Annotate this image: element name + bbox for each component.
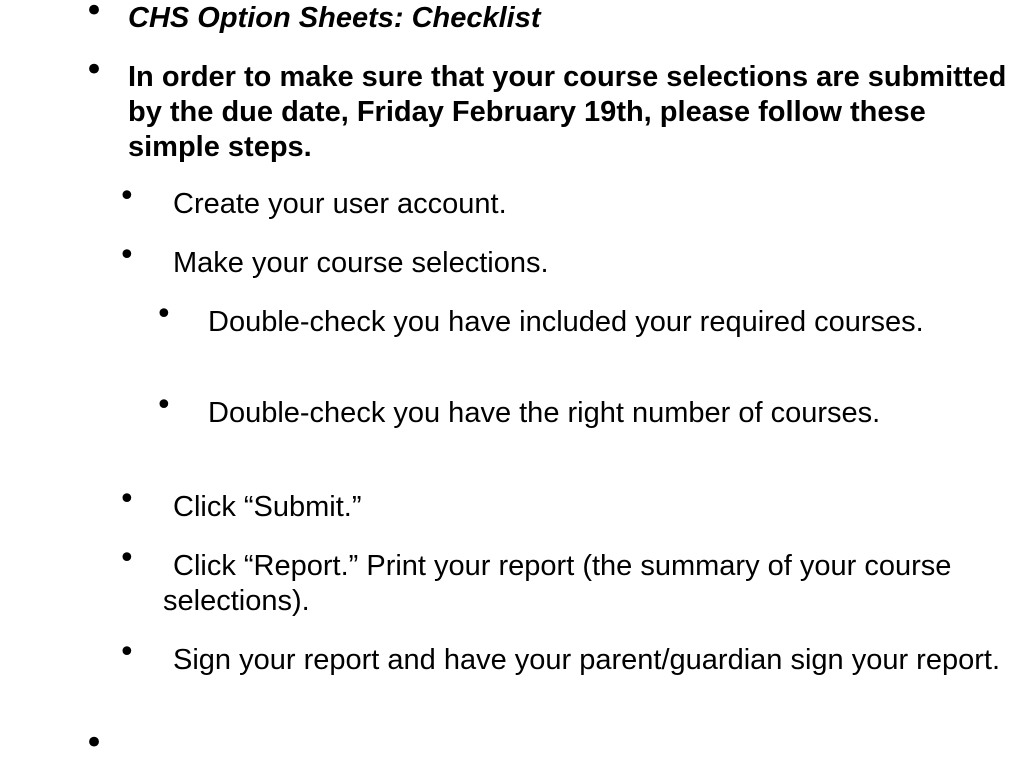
bullet-icon: •	[118, 179, 136, 214]
bullet-icon: •	[118, 238, 136, 273]
bullet-icon: •	[118, 541, 136, 576]
step-text: Create your user account.	[173, 188, 507, 220]
step-text: Sign your report and have your parent/guardian sign your report.	[173, 644, 1000, 676]
bullet-icon: •	[84, 0, 105, 31]
intro-text: In order to make sure that your course selections are submitted by the due date, Friday February 19th, please follow these simple steps.	[128, 61, 1007, 163]
bullet-icon: •	[84, 50, 105, 90]
step-text: Make your course selections.	[173, 247, 549, 279]
bullet-icon: •	[84, 723, 105, 763]
bullet-icon: •	[118, 635, 136, 670]
slide-title: CHS Option Sheets: Checklist	[128, 2, 541, 34]
bullet-icon: •	[155, 388, 173, 423]
bullet-icon: •	[118, 482, 136, 517]
bullet-icon: •	[155, 297, 173, 332]
step-text: Click “Report.” Print your report (the summary of your course selections).	[163, 550, 952, 617]
substep-text: Double-check you have included your required courses.	[208, 306, 924, 338]
substep-text: Double-check you have the right number of courses.	[208, 397, 881, 429]
step-text: Click “Submit.”	[173, 491, 362, 523]
